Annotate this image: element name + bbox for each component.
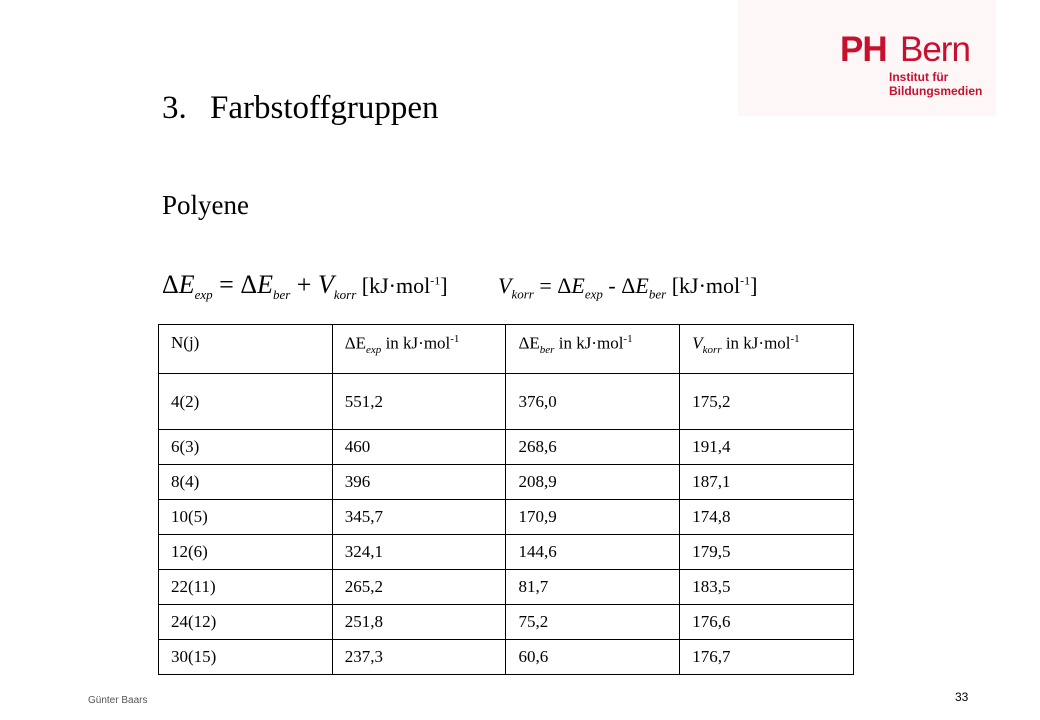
header-v-korr: $V_{korr}$ in kJ·mol$^{-1}$ [680,325,854,374]
header-e-ber: $\Delta E_{ber}$ in kJ·mol$^{-1}$ [506,325,680,374]
table-cell: 75,2 [506,605,680,640]
header-n: N(j) [159,325,333,374]
title-text: Farbstoffgruppen [210,90,439,126]
table-cell: 4(2) [159,374,333,430]
equation-1-unit: [kJ·mol$^{-1}$] [361,273,448,299]
title-number: 3. [162,90,187,126]
table-row [159,535,854,570]
table-cell: 6(3) [159,430,333,465]
slide-title [162,88,439,128]
table-cell: 81,7 [506,570,680,605]
table-cell: 170,9 [506,500,680,535]
table-row [159,374,854,430]
table-row [159,500,854,535]
equation-2-unit: [kJ·mol$^{-1}$] [671,273,758,299]
table-cell: 191,4 [680,430,854,465]
table-cell: 22(11) [159,570,333,605]
table-row [159,605,854,640]
table-cell: 237,3 [332,640,506,675]
header-e-exp: $\Delta E_{exp}$ in kJ·mol$^{-1}$ [332,325,506,374]
table-cell: 179,5 [680,535,854,570]
table-cell: 30(15) [159,640,333,675]
table-cell: 24(12) [159,605,333,640]
equation-energy-sum: $\Delta E_{exp} = \Delta E_{ber} + V_{korr}$ [kJ·mol$^{-1}$] [162,270,448,303]
table-cell: 144,6 [506,535,680,570]
table-cell: 265,2 [332,570,506,605]
table-cell: 12(6) [159,535,333,570]
table-cell: 176,7 [680,640,854,675]
table-cell: 174,8 [680,500,854,535]
table-cell: 10(5) [159,500,333,535]
footer-author: Günter Baars [88,695,148,706]
table-cell: 60,6 [506,640,680,675]
logo-ph: PH [840,30,887,69]
logo-institute-line1: Institut für [889,70,949,84]
table-cell: 376,0 [506,374,680,430]
table-cell: 175,2 [680,374,854,430]
table-cell: 268,6 [506,430,680,465]
table-cell: 187,1 [680,465,854,500]
logo-institute-line2: Bildungsmedien [889,84,983,98]
slide-subtitle: Polyene [162,190,249,220]
page-number: 33 [955,690,969,704]
table-cell: 460 [332,430,506,465]
table-cell: 176,6 [680,605,854,640]
polyene-table [158,324,854,675]
table-cell: 551,2 [332,374,506,430]
table-cell: 396 [332,465,506,500]
table-cell: 324,1 [332,535,506,570]
table-cell: 345,7 [332,500,506,535]
table-row [159,465,854,500]
table-row [159,640,854,675]
table-cell: 251,8 [332,605,506,640]
table-row [159,430,854,465]
table-cell: 208,9 [506,465,680,500]
logo-bern: Bern [900,30,970,69]
table-header-row [159,325,854,374]
table-cell: 183,5 [680,570,854,605]
equation-correction: $V_{korr} = \Delta E_{exp} - \Delta E_{ber}$ [kJ·mol$^{-1}$] [498,273,758,302]
table-cell: 8(4) [159,465,333,500]
table-row [159,570,854,605]
